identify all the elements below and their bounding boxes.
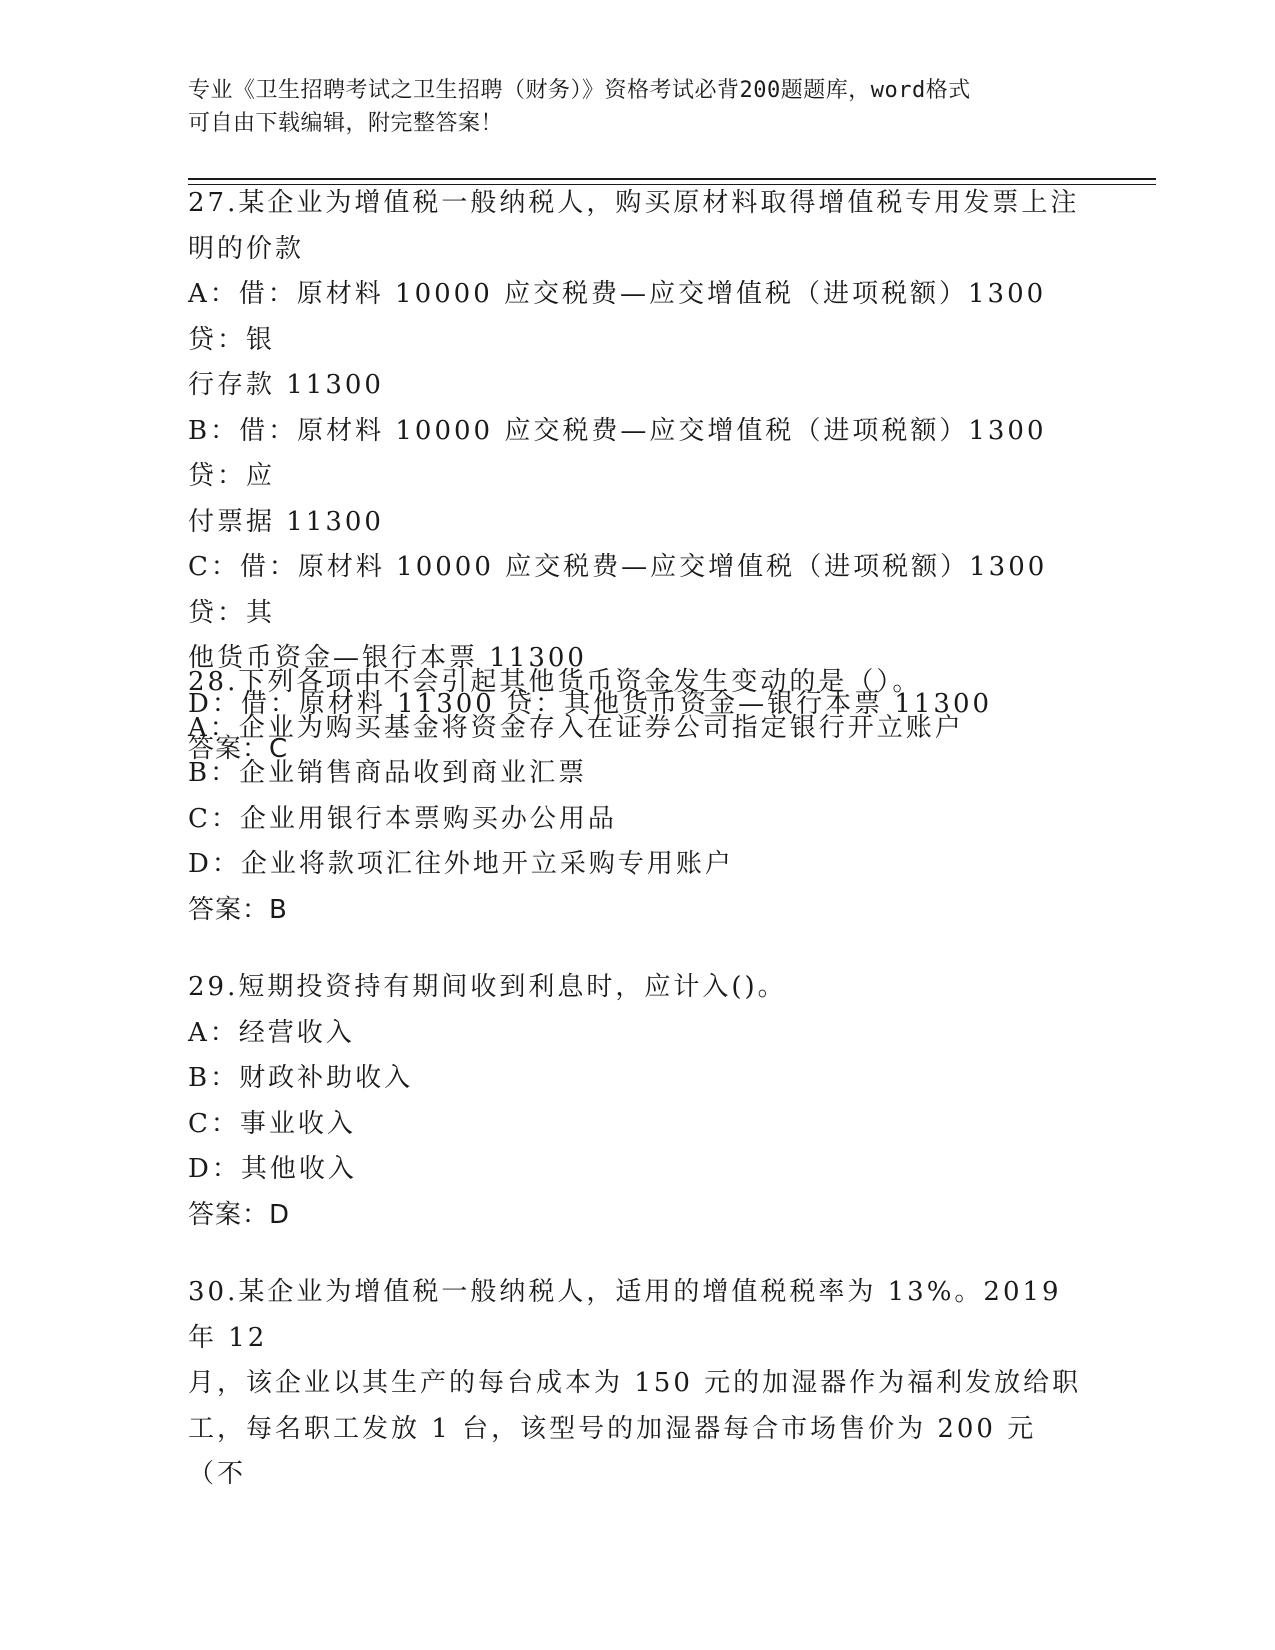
option-c: C：事业收入 [188, 1108, 356, 1139]
question-28 [188, 660, 1088, 933]
option-a: A：企业为购买基金将资金存入在证券公司指定银行开立账户 [188, 712, 964, 743]
question-29 [188, 965, 1088, 1238]
option-a: 行存款 11300 [188, 370, 384, 400]
question-stem: 月，该企业以其生产的每台成本为 150 元的加湿器作为福利发放给职 [188, 1368, 1082, 1398]
question-stem: 明的价款 [188, 233, 305, 264]
question-stem: 29.短期投资持有期间收到利息时，应计入()。 [188, 972, 787, 1002]
header-rule-thick [188, 178, 1156, 180]
option-b: B：借：原材料 10000 应交税费—应交增值税（进项税额）1300 贷：应 [188, 415, 1047, 491]
answer: 答案：C [188, 734, 289, 764]
question-stem: 30.某企业为增值税一般纳税人，适用的增值税税率为 13%。2019 年 12 [188, 1277, 1062, 1353]
option-d: D：其他收入 [188, 1154, 357, 1184]
option-c: C：企业用银行本票购买办公用品 [188, 803, 617, 834]
question-stem: 27.某企业为增值税一般纳税人，购买原材料取得增值税专用发票上注 [188, 188, 1080, 218]
header-line-1: 专业《卫生招聘考试之卫生招聘（财务）》资格考试必背200题题库，word格式 [188, 78, 971, 103]
question-stem: 28.下列各项中不会引起其他货币资金发生变动的是（）。 [188, 667, 922, 697]
option-d: D：企业将款项汇往外地开立采购专用账户 [188, 849, 734, 879]
answer: 答案：B [188, 894, 288, 925]
page-header [188, 74, 1068, 140]
question-stem: 工，每名职工发放 1 台，该型号的加湿器每合市场售价为 200 元（不 [188, 1413, 1037, 1489]
option-d: D：借：原材料 11300 贷：其他货币资金—银行本票 11300 [188, 688, 993, 719]
option-b: B：企业销售商品收到商业汇票 [188, 758, 588, 788]
option-c: 他货币资金—银行本票 11300 [188, 643, 587, 673]
option-a: A：经营收入 [188, 1017, 355, 1048]
option-a: A：借：原材料 10000 应交税费—应交增值税（进项税额）1300 贷：银 [188, 279, 1047, 355]
option-c: C：借：原材料 10000 应交税费—应交增值税（进项税额）1300 贷：其 [188, 552, 1048, 628]
header-line-2: 可自由下载编辑，附完整答案！ [188, 111, 504, 136]
question-30 [188, 1270, 1088, 1498]
option-b: 付票据 11300 [188, 506, 384, 537]
answer: 答案：D [188, 1199, 291, 1230]
option-b: B：财政补助收入 [188, 1063, 414, 1093]
